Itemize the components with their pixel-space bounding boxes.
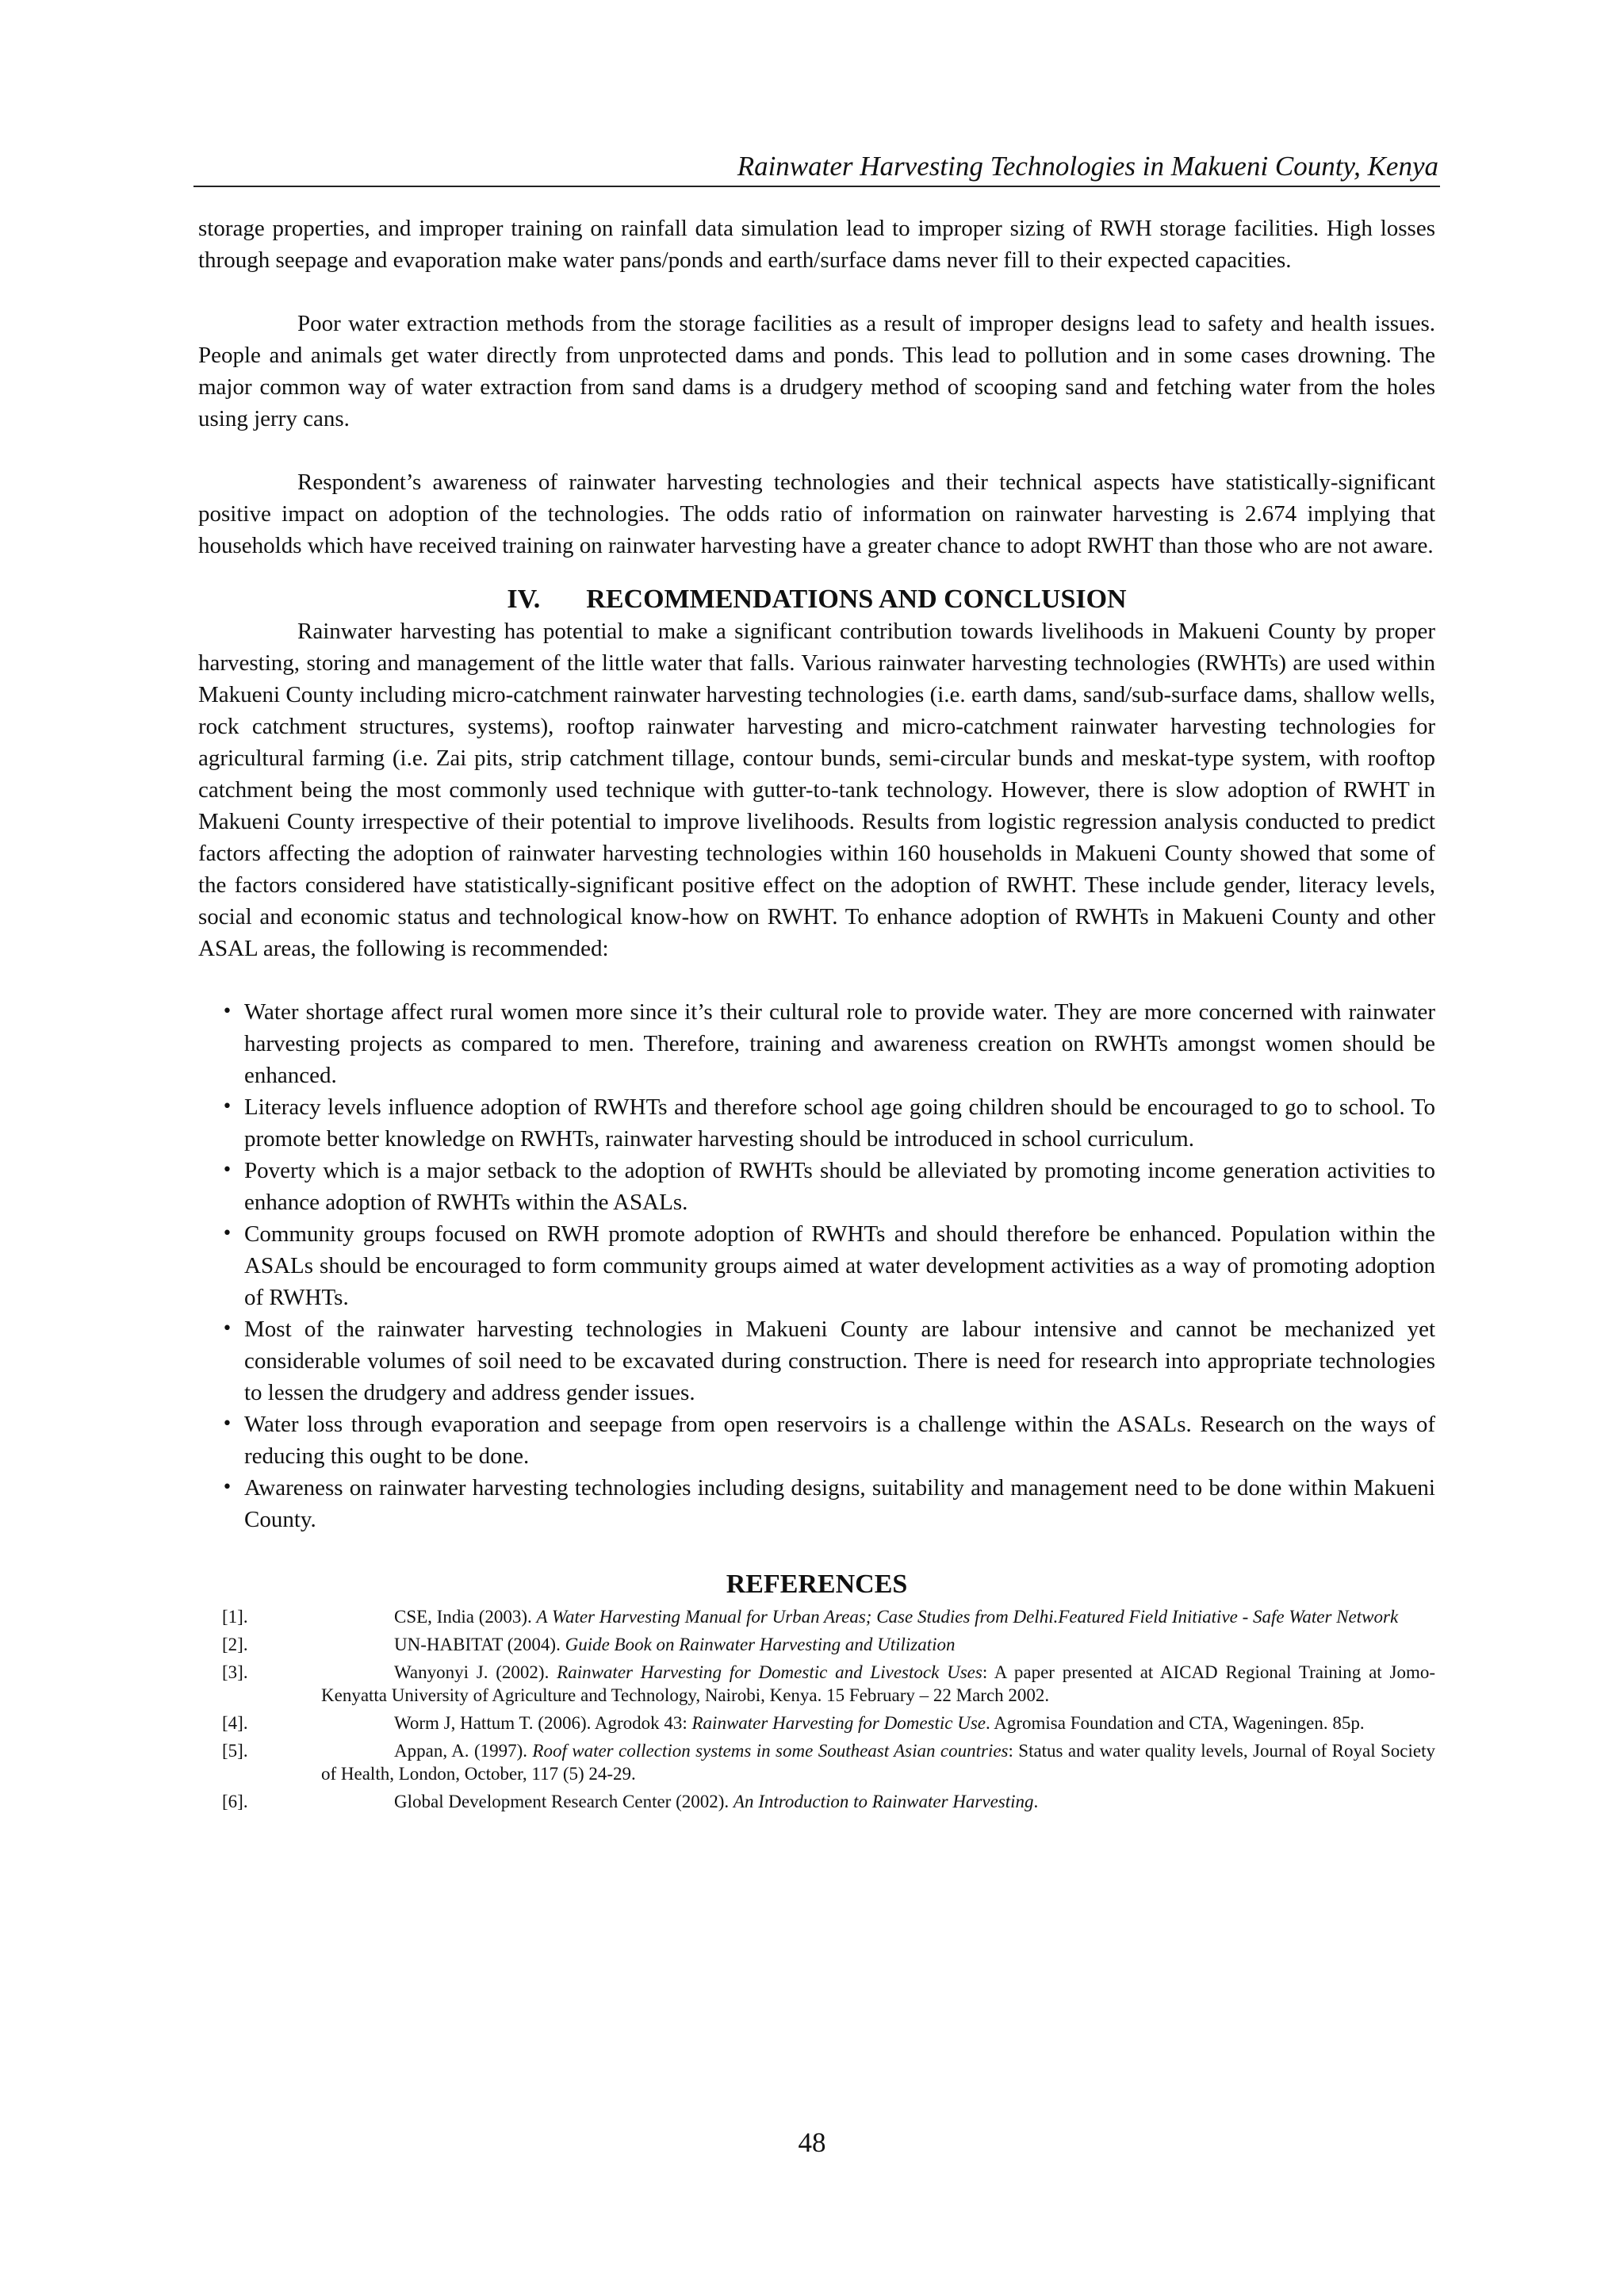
- list-item: [198, 1313, 1435, 1409]
- reference-text: CSE, India (2003).: [394, 1607, 537, 1627]
- list-item: [198, 1155, 1435, 1218]
- list-item-text: Most of the rainwater harvesting technologies in Makueni County are labour intensive and cannot be mechanized yet considerable volumes of soil need to be excavated during construction. There is need for research into appropriate technologies to lessen the drudgery and address gender issues.: [244, 1317, 1435, 1405]
- reference-text: UN-HABITAT (2004).: [394, 1635, 565, 1654]
- reference-number: [3].: [222, 1662, 248, 1682]
- reference-number: [4].: [222, 1713, 248, 1733]
- running-head: Rainwater Harvesting Technologies in Makueni County, Kenya: [193, 151, 1440, 187]
- reference-title: An Introduction to Rainwater Harvesting: [733, 1792, 1034, 1811]
- bullet-icon: •: [222, 1478, 232, 1497]
- reference-text: .: [1033, 1792, 1039, 1811]
- reference-title: Rainwater Harvesting for Domestic and Livestock Uses: [557, 1662, 982, 1682]
- paragraph-awareness: Respondent’s awareness of rainwater harvesting technologies and their technical aspects have statistically-significant positive impact on adoption of the technologies. The odds ratio of information on rainwater harvesting is 2.674 implying that households which have received training on rainwater harvesting have a greater chance to adopt RWHT than those who are not aware.: [198, 470, 1435, 558]
- paragraph-water-extraction: Poor water extraction methods from the storage facilities as a result of improper designs lead to safety and health issues. People and animals get water directly from unprotected dams and ponds. This lead to pollution and in some cases drowning. The major common way of water extraction from sand dams is a drudgery method of scooping sand and fetching water from the holes using jerry cans.: [198, 311, 1435, 431]
- section-number: IV.: [507, 585, 541, 614]
- list-item: [198, 1409, 1435, 1472]
- reference-number: [6].: [222, 1792, 248, 1811]
- reference-item: [198, 1661, 1435, 1707]
- reference-title: A Water Harvesting Manual for Urban Areas; Case Studies from Delhi.Featured Field Initiative - Safe Water Network: [536, 1607, 1399, 1627]
- reference-title: Rainwater Harvesting for Domestic Use: [691, 1713, 986, 1733]
- reference-text: Appan, A. (1997).: [394, 1741, 533, 1761]
- reference-item: [198, 1605, 1435, 1628]
- reference-number: [5].: [222, 1741, 248, 1761]
- bullet-icon: •: [222, 1160, 232, 1180]
- list-item-text: Water shortage affect rural women more since it’s their cultural role to provide water. They are more concerned with rainwater harvesting projects as compared to men. Therefore, training and awareness creation on RWHTs amongst women should be enhanced.: [244, 999, 1435, 1088]
- list-item: [198, 996, 1435, 1091]
- list-item-text: Awareness on rainwater harvesting technologies including designs, suitability and management need to be done within Makueni County.: [244, 1475, 1435, 1532]
- body-text: [198, 213, 1435, 1813]
- reference-number: [2].: [222, 1635, 248, 1654]
- paragraph-continuation: storage properties, and improper training on rainfall data simulation lead to improper sizing of RWH storage facilities. High losses through seepage and evaporation make water pans/ponds and earth/surface dams never fill to their expected capacities.: [198, 216, 1435, 273]
- reference-number: [1].: [222, 1607, 248, 1627]
- bullet-icon: •: [222, 1097, 232, 1117]
- reference-title: Guide Book on Rainwater Harvesting and Utilization: [565, 1635, 956, 1654]
- list-item-text: Literacy levels influence adoption of RWHTs and therefore school age going children should be encouraged to go to school. To promote better knowledge on RWHTs, rainwater harvesting should be introduced in school curriculum.: [244, 1094, 1435, 1152]
- recommendations-list: [198, 996, 1435, 1535]
- list-item-text: Poverty which is a major setback to the adoption of RWHTs should be alleviated by promoting income generation activities to enhance adoption of RWHTs within the ASALs.: [244, 1158, 1435, 1215]
- reference-text: Wanyonyi J. (2002).: [394, 1662, 557, 1682]
- reference-text: : Status and water quality levels, Journal of Royal Society of Health, London, October, 117 (5) 24-29.: [321, 1741, 1435, 1784]
- page: [198, 151, 1438, 1818]
- bullet-icon: •: [222, 1319, 232, 1339]
- reference-text: Worm J, Hattum T. (2006). Agrodok 43:: [394, 1713, 692, 1733]
- references-heading: REFERENCES: [726, 1570, 908, 1599]
- bullet-icon: •: [222, 1224, 232, 1244]
- section-heading: [198, 584, 1435, 615]
- reference-text: : A paper presented at AICAD Regional Training at Jomo-Kenyatta University of Agriculture and Technology, Nairobi, Kenya. 15 February – 22 March 2002.: [321, 1662, 1435, 1705]
- page-number: 48: [798, 2127, 826, 2158]
- section-intro: Rainwater harvesting has potential to make a significant contribution towards livelihoods in Makueni County by proper harvesting, storing and management of the little water that falls. Various rainwater harvesting technologies (RWHTs) are used within Makueni County including micro-catchment rainwater harvesting technologies (i.e. earth dams, sand/sub-surface dams, shallow wells, rock catchment structures, systems), rooftop rainwater harvesting and micro-catchment rainwater harvesting technologies for agricultural farming (i.e. Zai pits, strip catchment tillage, contour bunds, semi-circular bunds and meskat-type system, with rooftop catchment being the most commonly used technique with gutter-to-tank technology. However, there is slow adoption of RWHT in Makueni County irrespective of their potential to improve livelihoods. Results from logistic regression analysis conducted to predict factors affecting the adoption of rainwater harvesting technologies within 160 households in Makueni County showed that some of the factors considered have statistically-significant positive effect on the adoption of RWHT. These include gender, literacy levels, social and economic status and technological know-how on RWHT. To enhance adoption of RWHTs in Makueni County and other ASAL areas, the following is recommended:: [198, 619, 1435, 961]
- references-list: [198, 1605, 1435, 1813]
- section-title: RECOMMENDATIONS AND CONCLUSION: [586, 585, 1127, 614]
- list-item: [198, 1472, 1435, 1535]
- reference-item: [198, 1739, 1435, 1785]
- list-item: [198, 1091, 1435, 1155]
- list-item-text: Community groups focused on RWH promote adoption of RWHTs and should therefore be enhanced. Population within the ASALs should be encouraged to form community groups aimed at water development activities as a way of promoting adoption of RWHTs.: [244, 1221, 1435, 1310]
- bullet-icon: •: [222, 1414, 232, 1434]
- reference-item: [198, 1711, 1435, 1734]
- list-item: [198, 1218, 1435, 1313]
- reference-item: [198, 1633, 1435, 1656]
- bullet-icon: •: [222, 1002, 232, 1022]
- reference-title: Roof water collection systems in some Southeast Asian countries: [532, 1741, 1009, 1761]
- list-item-text: Water loss through evaporation and seepage from open reservoirs is a challenge within the ASALs. Research on the ways of reducing this ought to be done.: [244, 1412, 1435, 1469]
- reference-text: . Agromisa Foundation and CTA, Wageningen. 85p.: [986, 1713, 1365, 1733]
- reference-text: Global Development Research Center (2002).: [394, 1792, 733, 1811]
- reference-item: [198, 1790, 1435, 1813]
